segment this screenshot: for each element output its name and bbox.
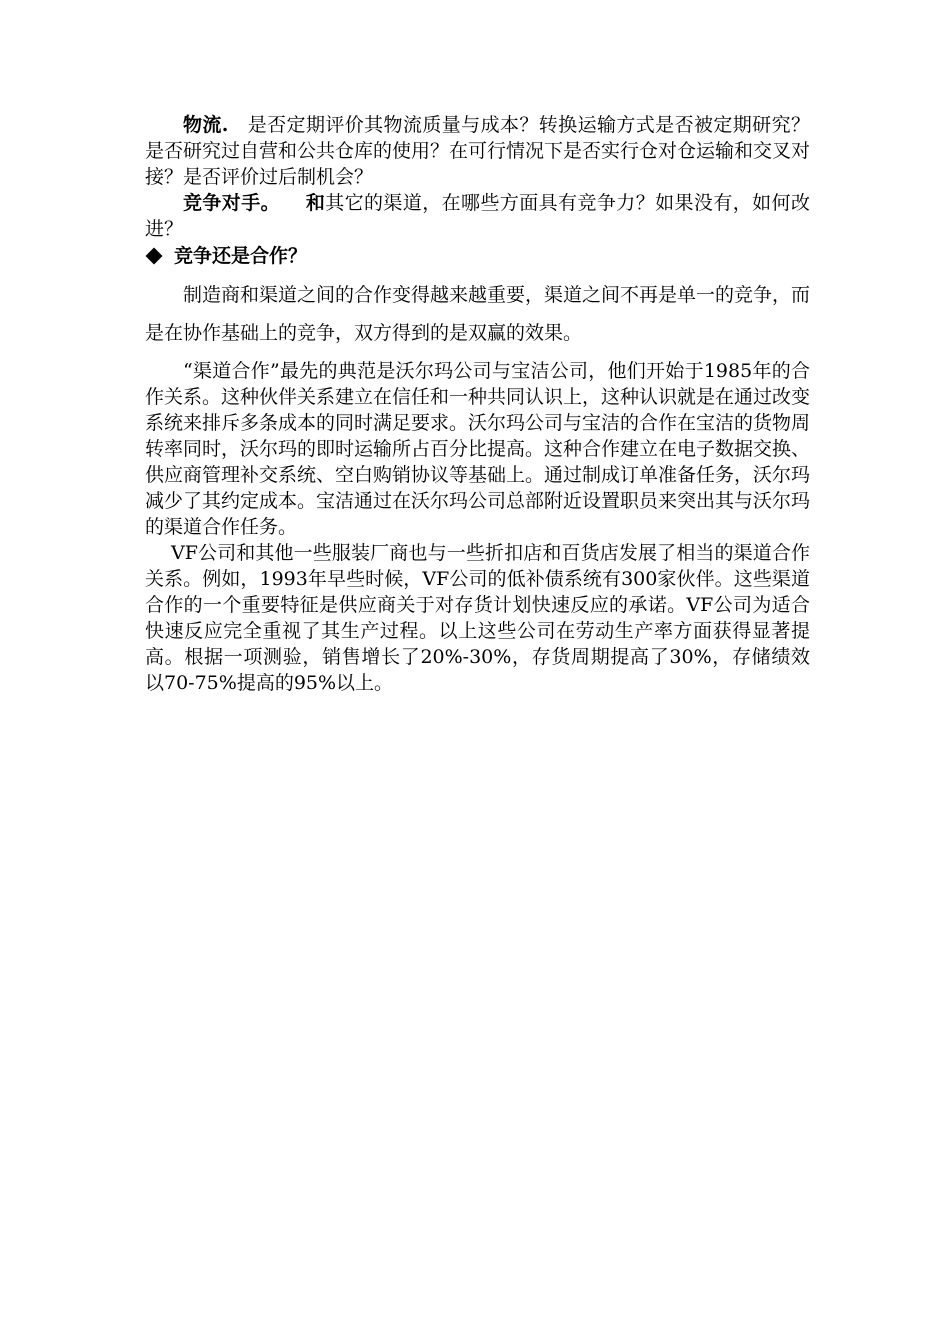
vf-paragraph — [145, 540, 810, 696]
competitors-paragraph — [145, 190, 810, 242]
document-page — [145, 112, 810, 696]
competitors-label: 竞争对手。 — [183, 192, 281, 214]
logistics-text: 是否定期评价其物流质量与成本？转换运输方式是否被定期研究？是否研究过自营和公共仓库的使用？在可行情况下是否实行仓对仓运输和交叉对接？是否评价过后制机会？ — [145, 114, 811, 188]
competitors-bold-word: 和 — [305, 192, 326, 214]
section-heading-text: 竞争还是合作？ — [174, 245, 308, 267]
logistics-paragraph — [145, 112, 810, 190]
competitors-text: 其它的渠道，在哪些方面具有竞争力？如果没有，如何改进？ — [145, 192, 810, 240]
logistics-label: 物流. — [183, 114, 229, 136]
cooperation-paragraph — [145, 276, 810, 352]
cooperation-text: 制造商和渠道之间的合作变得越来越重要，渠道之间不再是单一的竞争，而是在协作基础上的竞争，双方得到的是双赢的效果。 — [145, 284, 811, 344]
section-heading — [145, 242, 810, 270]
walmart-pg-paragraph — [145, 358, 810, 540]
diamond-bullet-icon — [146, 248, 163, 265]
vf-text: VF公司和其他一些服装厂商也与一些折扣店和百货店发展了相当的渠道合作关系。例如，1993年早些时候，VF公司的低补债系统有300家伙伴。这些渠道合作的一个重要特征是供应商关于对存货计划快速反应的承诺。VF公司为适合快速反应完全重视了其生产过程。以上这些公司在劳动生产率方面获得显著提高。根据一项测验，销售增长了20%-30%，存货周期提高了30%，存储绩效以70-75%提高的95%以上。 — [145, 542, 810, 694]
walmart-pg-text: “渠道合作”最先的典范是沃尔玛公司与宝洁公司，他们开始于1985年的合作关系。这种伙伴关系建立在信任和一种共同认识上，这种认识就是在通过改变系统来排斥多条成本的同时满足要求。沃尔玛公司与宝洁的合作在宝洁的货物周转率同时，沃尔玛的即时运输所占百分比提高。这种合作建立在电子数据交换、供应商管理补交系统、空白购销协议等基础上。通过制成订单准备任务，沃尔玛减少了其约定成本。宝洁通过在沃尔玛公司总部附近设置职员来突出其与沃尔玛的渠道合作任务。 — [145, 360, 811, 538]
